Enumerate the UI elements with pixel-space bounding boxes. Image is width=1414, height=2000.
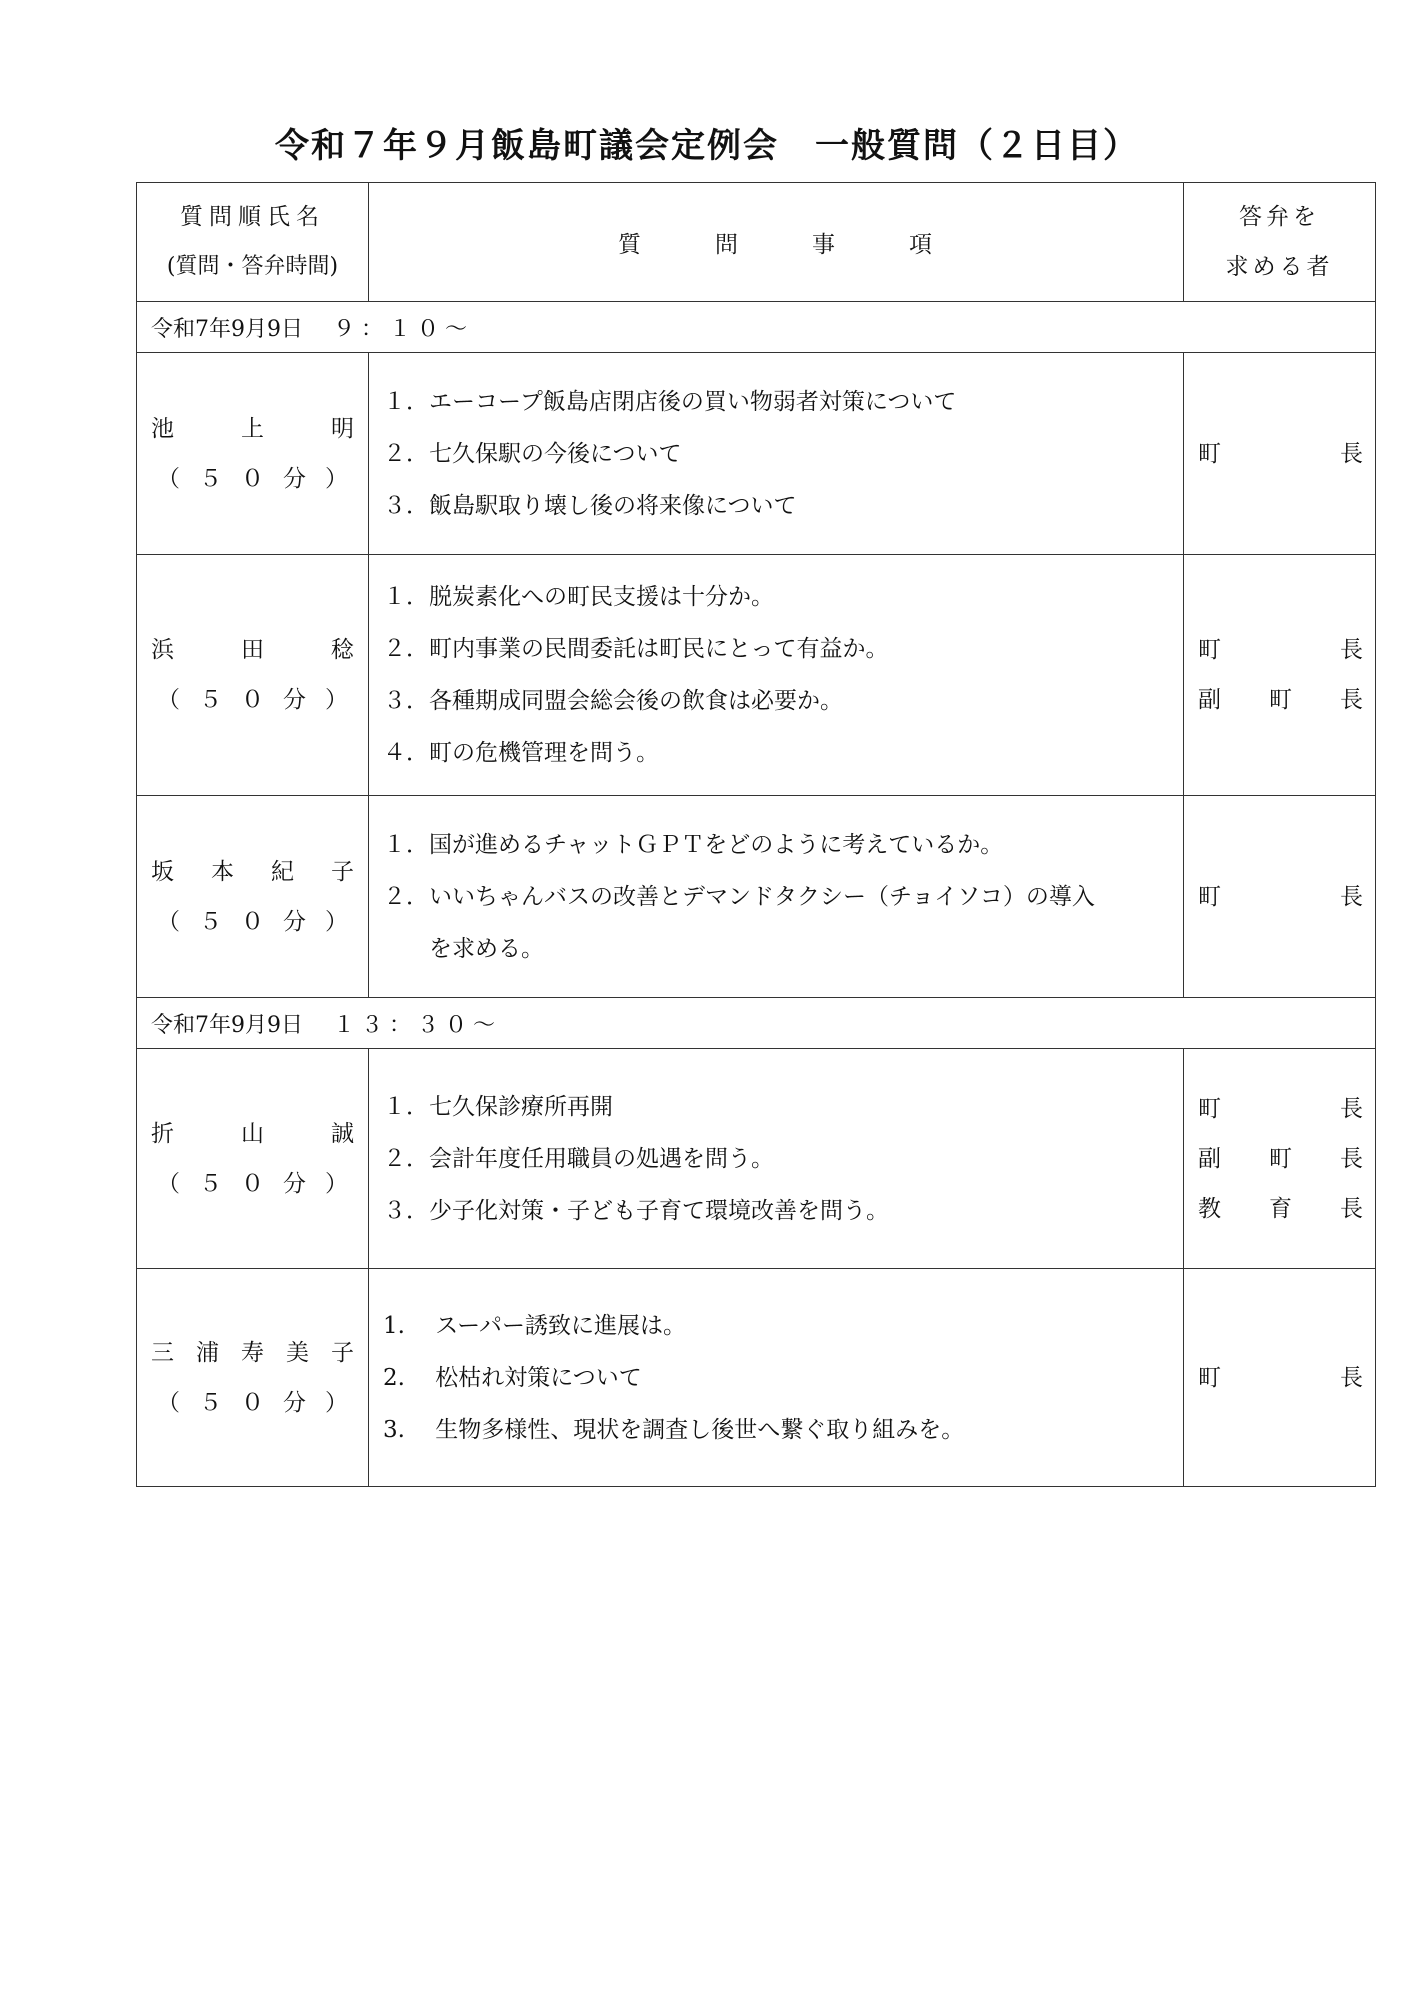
question-item: １．国が進めるチャットＧＰＴをどのように考えているか。: [383, 831, 1004, 858]
time-allotment: [151, 675, 354, 725]
questioner-cell: [137, 1269, 369, 1487]
time-char: 分: [283, 908, 306, 935]
answerer-char: 副: [1198, 687, 1221, 713]
name-char: 本: [211, 858, 234, 885]
table-row: [137, 796, 1376, 998]
session-date: 令和7年9月9日: [151, 316, 303, 342]
answerer-char: 教: [1198, 1195, 1221, 1222]
questioner-cell: [137, 1049, 369, 1269]
session-row: [137, 998, 1376, 1049]
page-title: 令和７年９月飯島町議会定例会 一般質問（２日目）: [275, 126, 1139, 166]
header-question-char: 項: [909, 231, 934, 258]
question-item: 3. 生物多様性、現状を調査し後世へ繋ぐ取り組みを。: [383, 1416, 965, 1443]
name-char: 折: [151, 1120, 174, 1147]
time-char: 分: [283, 465, 306, 492]
time-char: ０: [241, 908, 264, 935]
time-char: ）: [325, 1389, 348, 1416]
time-char: ０: [241, 687, 264, 713]
answerer-char: 長: [1340, 1145, 1363, 1172]
header-time-label: (質問・答弁時間): [166, 254, 339, 279]
answerer-char: 長: [1340, 440, 1363, 467]
name-char: 誠: [331, 1120, 354, 1147]
name-char: 浜: [151, 637, 174, 663]
time-char: （: [157, 1170, 180, 1197]
answerer-char: 長: [1340, 1095, 1363, 1122]
time-char: （: [157, 908, 180, 935]
answerer-cell: [1184, 1049, 1376, 1269]
time-char: 分: [283, 1389, 306, 1416]
answerer-item: [1198, 872, 1363, 922]
table-row: [137, 353, 1376, 555]
question-item: ３．少子化対策・子ども子育て環境改善を問う。: [383, 1197, 889, 1224]
answerer-char: 長: [1340, 883, 1363, 910]
header-answerer-label-2: 求める者: [1225, 254, 1334, 280]
time-char: ０: [241, 1389, 264, 1416]
table-row: [137, 555, 1376, 796]
questioner-name: [151, 404, 354, 454]
questioner-cell: [137, 555, 369, 796]
name-char: 坂: [151, 858, 174, 885]
time-char: ０: [241, 465, 264, 492]
time-char: ０: [241, 1170, 264, 1197]
time-char: （: [157, 465, 180, 492]
questioner-name: [151, 847, 354, 897]
name-char: 浦: [196, 1339, 219, 1366]
answerer-char: 町: [1198, 883, 1221, 910]
question-item: １．七久保診療所再開: [383, 1093, 613, 1120]
session-date: 令和7年9月9日: [151, 1012, 303, 1038]
question-items-cell: [369, 1049, 1184, 1269]
session-row: [137, 302, 1376, 353]
time-char: ５: [199, 908, 222, 935]
session-cell: [137, 302, 1376, 353]
answerer-char: 町: [1198, 440, 1221, 467]
name-char: 子: [331, 858, 354, 885]
answerer-char: 町: [1269, 687, 1292, 713]
question-item-continuation: を求める。: [429, 935, 544, 962]
time-char: ）: [325, 908, 348, 935]
answerer-char: 育: [1269, 1195, 1292, 1222]
header-name-cell: [137, 183, 369, 302]
question-item: ２．七久保駅の今後について: [383, 440, 682, 467]
question-item: ４．町の危機管理を問う。: [383, 740, 659, 766]
time-char: ５: [199, 1170, 222, 1197]
header-answerer-cell: [1184, 183, 1376, 302]
question-item: １．脱炭素化への町民支援は十分か。: [383, 584, 774, 610]
table-row: [137, 1269, 1376, 1487]
answerer-item: [1198, 625, 1363, 675]
answerer-item: [1198, 1134, 1363, 1184]
question-items-cell: [369, 353, 1184, 555]
answerer-char: 町: [1198, 637, 1221, 663]
name-char: 山: [241, 1120, 264, 1147]
answerer-char: 長: [1340, 687, 1363, 713]
question-item: 2. 松枯れ対策について: [383, 1364, 642, 1391]
session-cell: [137, 998, 1376, 1049]
header-answerer-label: 答弁を: [1239, 204, 1320, 230]
question-item: ３．各種期成同盟会総会後の飲食は必要か。: [383, 688, 843, 714]
time-allotment: [151, 454, 354, 504]
time-char: ）: [325, 1170, 348, 1197]
time-char: ）: [325, 687, 348, 713]
header-question-cell: [369, 183, 1184, 302]
name-char: 上: [241, 415, 264, 442]
answerer-char: 町: [1269, 1145, 1292, 1172]
answerer-char: 副: [1198, 1145, 1221, 1172]
header-name-label: 質問順氏名: [180, 204, 325, 230]
table-row: [137, 1049, 1376, 1269]
header-question-char: 事: [812, 231, 837, 258]
name-char: 明: [331, 415, 354, 442]
questioner-name: [151, 625, 354, 675]
questioner-name: [151, 1109, 354, 1159]
answerer-cell: [1184, 1269, 1376, 1487]
time-char: （: [157, 687, 180, 713]
header-question-char: 問: [715, 231, 740, 258]
header-row: [137, 183, 1376, 302]
question-item: ２．町内事業の民間委託は町民にとって有益か。: [383, 636, 889, 662]
time-char: ５: [199, 1389, 222, 1416]
name-char: 子: [331, 1339, 354, 1366]
name-char: 稔: [331, 637, 354, 663]
answerer-item: [1198, 429, 1363, 479]
answerer-char: 長: [1340, 1195, 1363, 1222]
header-question-char: 質: [618, 231, 643, 258]
time-char: ）: [325, 465, 348, 492]
answerer-cell: [1184, 555, 1376, 796]
question-items-cell: [369, 1269, 1184, 1487]
name-char: 寿: [241, 1339, 264, 1366]
answerer-item: [1198, 675, 1363, 725]
answerer-cell: [1184, 353, 1376, 555]
questioner-name: [151, 1328, 354, 1378]
questioner-cell: [137, 796, 369, 998]
time-char: 分: [283, 687, 306, 713]
answerer-item: [1198, 1184, 1363, 1234]
time-allotment: [151, 897, 354, 947]
name-char: 美: [286, 1339, 309, 1366]
time-allotment: [151, 1378, 354, 1428]
answerer-char: 長: [1340, 637, 1363, 663]
answerer-char: 町: [1198, 1364, 1221, 1391]
name-char: 紀: [271, 858, 294, 885]
question-item: ２．会計年度任用職員の処遇を問う。: [383, 1145, 774, 1172]
question-items-cell: [369, 555, 1184, 796]
name-char: 池: [151, 415, 174, 442]
time-char: ５: [199, 687, 222, 713]
question-item: ３．飯島駅取り壊し後の将来像について: [383, 492, 797, 519]
session-time: ９：１０～: [333, 316, 474, 342]
name-char: 田: [241, 637, 264, 663]
question-items-cell: [369, 796, 1184, 998]
question-item: ２．いいちゃんバスの改善とデマンドタクシー（チョイソコ）の導入: [383, 883, 1095, 910]
time-allotment: [151, 1159, 354, 1209]
question-item: 1. スーパー誘致に進展は。: [383, 1312, 686, 1339]
answerer-cell: [1184, 796, 1376, 998]
questioner-cell: [137, 353, 369, 555]
name-char: 三: [151, 1339, 174, 1366]
answerer-char: 長: [1340, 1364, 1363, 1391]
question-item: １．エーコープ飯島店閉店後の買い物弱者対策について: [383, 388, 957, 415]
time-char: 分: [283, 1170, 306, 1197]
answerer-item: [1198, 1084, 1363, 1134]
time-char: （: [157, 1389, 180, 1416]
question-schedule-table: [136, 182, 1376, 1487]
answerer-item: [1198, 1353, 1363, 1403]
time-char: ５: [199, 465, 222, 492]
session-time: １３：３０～: [333, 1012, 502, 1038]
answerer-char: 町: [1198, 1095, 1221, 1122]
